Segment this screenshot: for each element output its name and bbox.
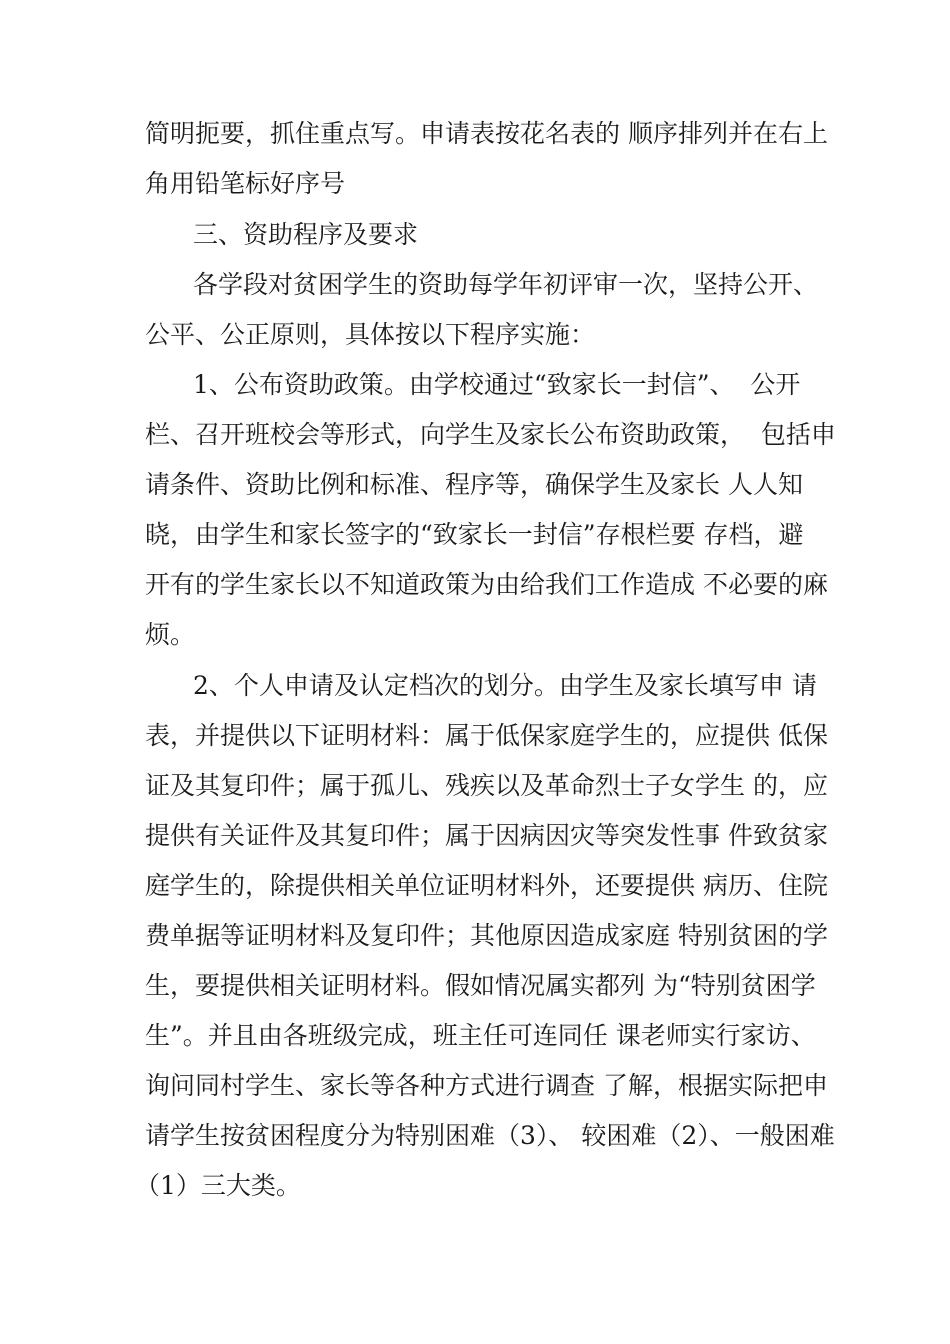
- paragraph-line: 证及其复印件；属于孤儿、残疾以及革命烈士子女学生 的，应: [145, 771, 828, 800]
- paragraph-line: 栏、召开班校会等形式，向学生及家长公布资助政策， 包括申: [145, 420, 836, 449]
- paragraph-line: 询问同村学生、家长等各种方式进行调查 了解，根据实际把申: [145, 1071, 828, 1100]
- paragraph-line: （1）三大类。: [135, 1171, 301, 1200]
- paragraph-line: 请学生按贫困程度分为特别困难（3）、 较困难（2）、一般困难: [145, 1121, 835, 1150]
- paragraph-line: 2、个人申请及认定档次的划分。由学生及家长填写申 请: [193, 671, 817, 700]
- paragraph-line: 费单据等证明材料及复印件；其他原因造成家庭 特别贫困的学: [145, 921, 828, 950]
- paragraph-line: 各学段对贫困学生的资助每学年初评审一次，坚持公开、: [193, 270, 819, 299]
- paragraph-line: 请条件、资助比例和标准、程序等，确保学生及家长 人人知: [145, 470, 803, 499]
- paragraph-line: 晓，由学生和家长签字的“致家长一封信”存根栏要 存档，避: [145, 520, 804, 549]
- paragraph-line: 提供有关证件及其复印件；属于因病因灾等突发性事 件致贫家: [145, 821, 828, 850]
- paragraph-line: 烦。: [145, 620, 196, 649]
- paragraph-line: 开有的学生家长以不知道政策为由给我们工作造成 不必要的麻: [145, 570, 828, 599]
- paragraph-line: 表，并提供以下证明材料：属于低保家庭学生的，应提供 低保: [145, 721, 828, 750]
- paragraph-line: 公平、公正原则，具体按以下程序实施：: [145, 320, 596, 349]
- paragraph-line: 1、公布资助政策。由学校通过“致家长一封信”、 公开: [193, 370, 801, 399]
- paragraph-line: 生”。并且由各班级完成，班主任可连同任 课老师实行家访、: [145, 1021, 816, 1050]
- paragraph-line: 庭学生的，除提供相关单位证明材料外，还要提供 病历、住院: [145, 871, 828, 900]
- paragraph-line: 生，要提供相关证明材料。假如情况属实都列 为“特别贫困学: [145, 971, 816, 1000]
- paragraph-line: 简明扼要，抓住重点写。申请表按花名表的 顺序排列并在右上: [145, 119, 828, 148]
- paragraph-line: 角用铅笔标好序号: [145, 169, 346, 198]
- section-heading: 三、资助程序及要求: [193, 220, 419, 249]
